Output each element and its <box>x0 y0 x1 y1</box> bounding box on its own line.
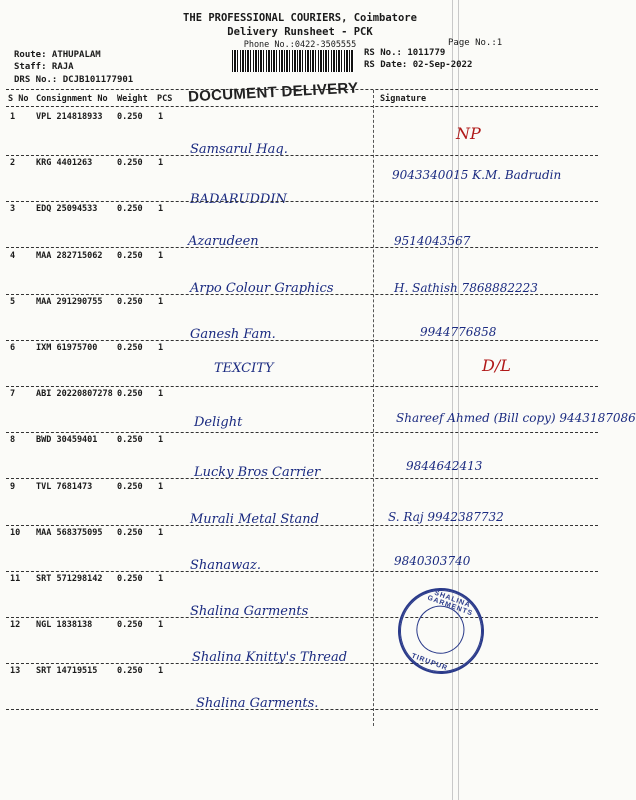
handwritten-signature: 9043340015 K.M. Badrudin <box>392 168 562 183</box>
row-pcs: 1 <box>158 250 164 261</box>
col-signature: Signature <box>380 94 427 104</box>
row-pcs: 1 <box>158 343 164 353</box>
staff: Staff: RAJA <box>14 62 74 72</box>
row-weight: 0.250 <box>117 389 143 400</box>
row-sno: 1 <box>10 112 16 122</box>
row-divider <box>6 247 598 248</box>
handwritten-signature: S. Raj 9942387732 <box>388 509 504 524</box>
row-weight: 0.250 <box>117 112 143 122</box>
row-divider <box>6 386 598 387</box>
divider <box>6 106 598 107</box>
row-weight: 0.250 <box>117 527 143 538</box>
row-weight: 0.250 <box>117 343 143 353</box>
row-consignment: SRT 571298142 <box>36 574 103 584</box>
row-pcs: 1 <box>158 435 164 446</box>
handwritten-recipient: Shalina Knitty's Thread <box>192 650 348 666</box>
row-consignment: SRT 14719515 <box>36 666 98 677</box>
col-consignment: Consignment No <box>36 94 108 104</box>
row-weight: 0.250 <box>117 250 143 261</box>
row-weight: 0.250 <box>117 666 143 677</box>
row-sno: 2 <box>10 158 16 169</box>
handwritten-recipient: Azarudeen <box>188 234 259 250</box>
route: Route: ATHUPALAM <box>14 50 101 60</box>
handwritten-signature: 9844642413 <box>406 459 483 474</box>
row-pcs: 1 <box>158 112 164 122</box>
handwritten-signature: Shareef Ahmed (Bill copy) 9443187086 <box>396 411 636 426</box>
row-weight: 0.250 <box>117 481 143 492</box>
rs-number: RS No.: 1011779 <box>364 48 446 58</box>
row-sno: 10 <box>10 527 21 538</box>
row-divider <box>6 340 598 341</box>
col-sno: S No <box>8 94 29 104</box>
row-pcs: 1 <box>158 389 164 400</box>
handwritten-recipient: Delight <box>194 415 243 431</box>
seal-top-text: SHALINA GARMENTS <box>426 589 474 618</box>
row-weight: 0.250 <box>117 296 143 307</box>
row-pcs: 1 <box>158 666 164 677</box>
row-divider <box>6 155 598 156</box>
row-pcs: 1 <box>158 527 164 538</box>
handwritten-signature: H. Sathish 7868882223 <box>394 280 538 295</box>
row-divider <box>6 201 598 202</box>
table-row <box>0 620 600 670</box>
seal-bottom-text: TIRUPUR <box>410 652 449 673</box>
table-row <box>0 112 600 162</box>
row-sno: 11 <box>10 574 21 584</box>
drs-number: DRS No.: DCJB101177901 <box>14 75 134 85</box>
sheet-title: Delivery Runsheet - PCK <box>227 26 373 38</box>
row-consignment: MAA 282715062 <box>36 250 103 261</box>
row-weight: 0.250 <box>117 574 143 584</box>
handwritten-recipient: Shanawaz. <box>190 557 262 573</box>
table-row <box>0 435 600 485</box>
row-divider <box>6 709 598 710</box>
table-row <box>0 666 600 716</box>
document-delivery-stamp: DOCUMENT DELIVERY <box>187 79 359 106</box>
row-weight: 0.250 <box>117 435 143 446</box>
handwritten-recipient: Shalina Garments. <box>196 696 319 712</box>
company-name: THE PROFESSIONAL COURIERS, Coimbatore <box>183 12 417 24</box>
handwritten-signature: 9514043567 <box>394 234 471 249</box>
row-pcs: 1 <box>158 481 164 492</box>
table-row <box>0 204 600 254</box>
row-consignment: NGL 1838138 <box>36 620 93 631</box>
table-row <box>0 528 600 578</box>
row-pcs: 1 <box>158 296 164 307</box>
handwritten-recipient: Arpo Colour Graphics <box>190 280 334 296</box>
table-row <box>0 297 600 347</box>
page-number: Page No.:1 <box>448 38 503 48</box>
col-weight: Weight <box>117 94 148 104</box>
row-weight: 0.250 <box>117 620 143 631</box>
row-consignment: ABI 20220807278 <box>36 389 113 400</box>
rs-date: RS Date: 02-Sep-2022 <box>364 60 473 70</box>
handwritten-recipient: Shalina Garments <box>190 604 309 619</box>
handwritten-recipient: Murali Metal Stand <box>190 511 319 527</box>
row-divider <box>6 571 598 572</box>
row-pcs: 1 <box>158 158 164 169</box>
handwritten-recipient: Ganesh Fam. <box>190 326 276 342</box>
row-weight: 0.250 <box>117 158 143 169</box>
row-weight: 0.250 <box>117 204 143 215</box>
table-row <box>0 574 600 624</box>
row-sno: 4 <box>10 250 16 261</box>
np-mark: NP <box>456 124 481 143</box>
row-pcs: 1 <box>158 620 164 631</box>
row-sno: 3 <box>10 204 16 215</box>
row-consignment: BWD 30459401 <box>36 435 98 446</box>
row-sno: 12 <box>10 620 21 631</box>
phone-number: Phone No.:0422-3505555 <box>243 40 357 50</box>
table-row <box>0 158 600 208</box>
col-pcs: PCS <box>157 94 173 104</box>
row-divider <box>6 617 598 618</box>
barcode <box>232 50 354 72</box>
row-consignment: KRG 4401263 <box>36 158 93 169</box>
row-sno: 8 <box>10 435 16 446</box>
handwritten-recipient: Lucky Bros Carrier <box>194 465 321 481</box>
row-consignment: EDQ 25094533 <box>36 204 98 215</box>
row-divider <box>6 525 598 526</box>
row-sno: 13 <box>10 666 21 677</box>
row-pcs: 1 <box>158 204 164 215</box>
handwritten-recipient: TEXCITY <box>214 361 274 376</box>
row-consignment: TVL 7681473 <box>36 481 93 492</box>
handwritten-recipient: BADARUDDIN <box>190 192 287 208</box>
handwritten-recipient: Samsarul Haq. <box>190 142 288 157</box>
row-divider <box>6 478 598 479</box>
handwritten-signature: 9840303740 <box>394 553 471 568</box>
row-sno: 9 <box>10 481 16 492</box>
row-consignment: IXM 61975700 <box>36 343 98 353</box>
handwritten-signature: 9944776858 <box>420 324 497 339</box>
row-divider <box>6 663 598 664</box>
row-divider <box>6 432 598 433</box>
table-row <box>0 389 636 439</box>
row-consignment: MAA 568375095 <box>36 527 103 538</box>
row-sno: 6 <box>10 343 16 353</box>
table-row <box>0 251 600 301</box>
row-consignment: MAA 291290755 <box>36 296 103 307</box>
row-pcs: 1 <box>158 574 164 584</box>
row-divider <box>6 294 598 295</box>
row-consignment: VPL 214818933 <box>36 112 103 122</box>
row-sno: 5 <box>10 296 16 307</box>
dl-mark: D/L <box>482 356 511 375</box>
row-sno: 7 <box>10 389 16 400</box>
table-row <box>0 482 600 532</box>
